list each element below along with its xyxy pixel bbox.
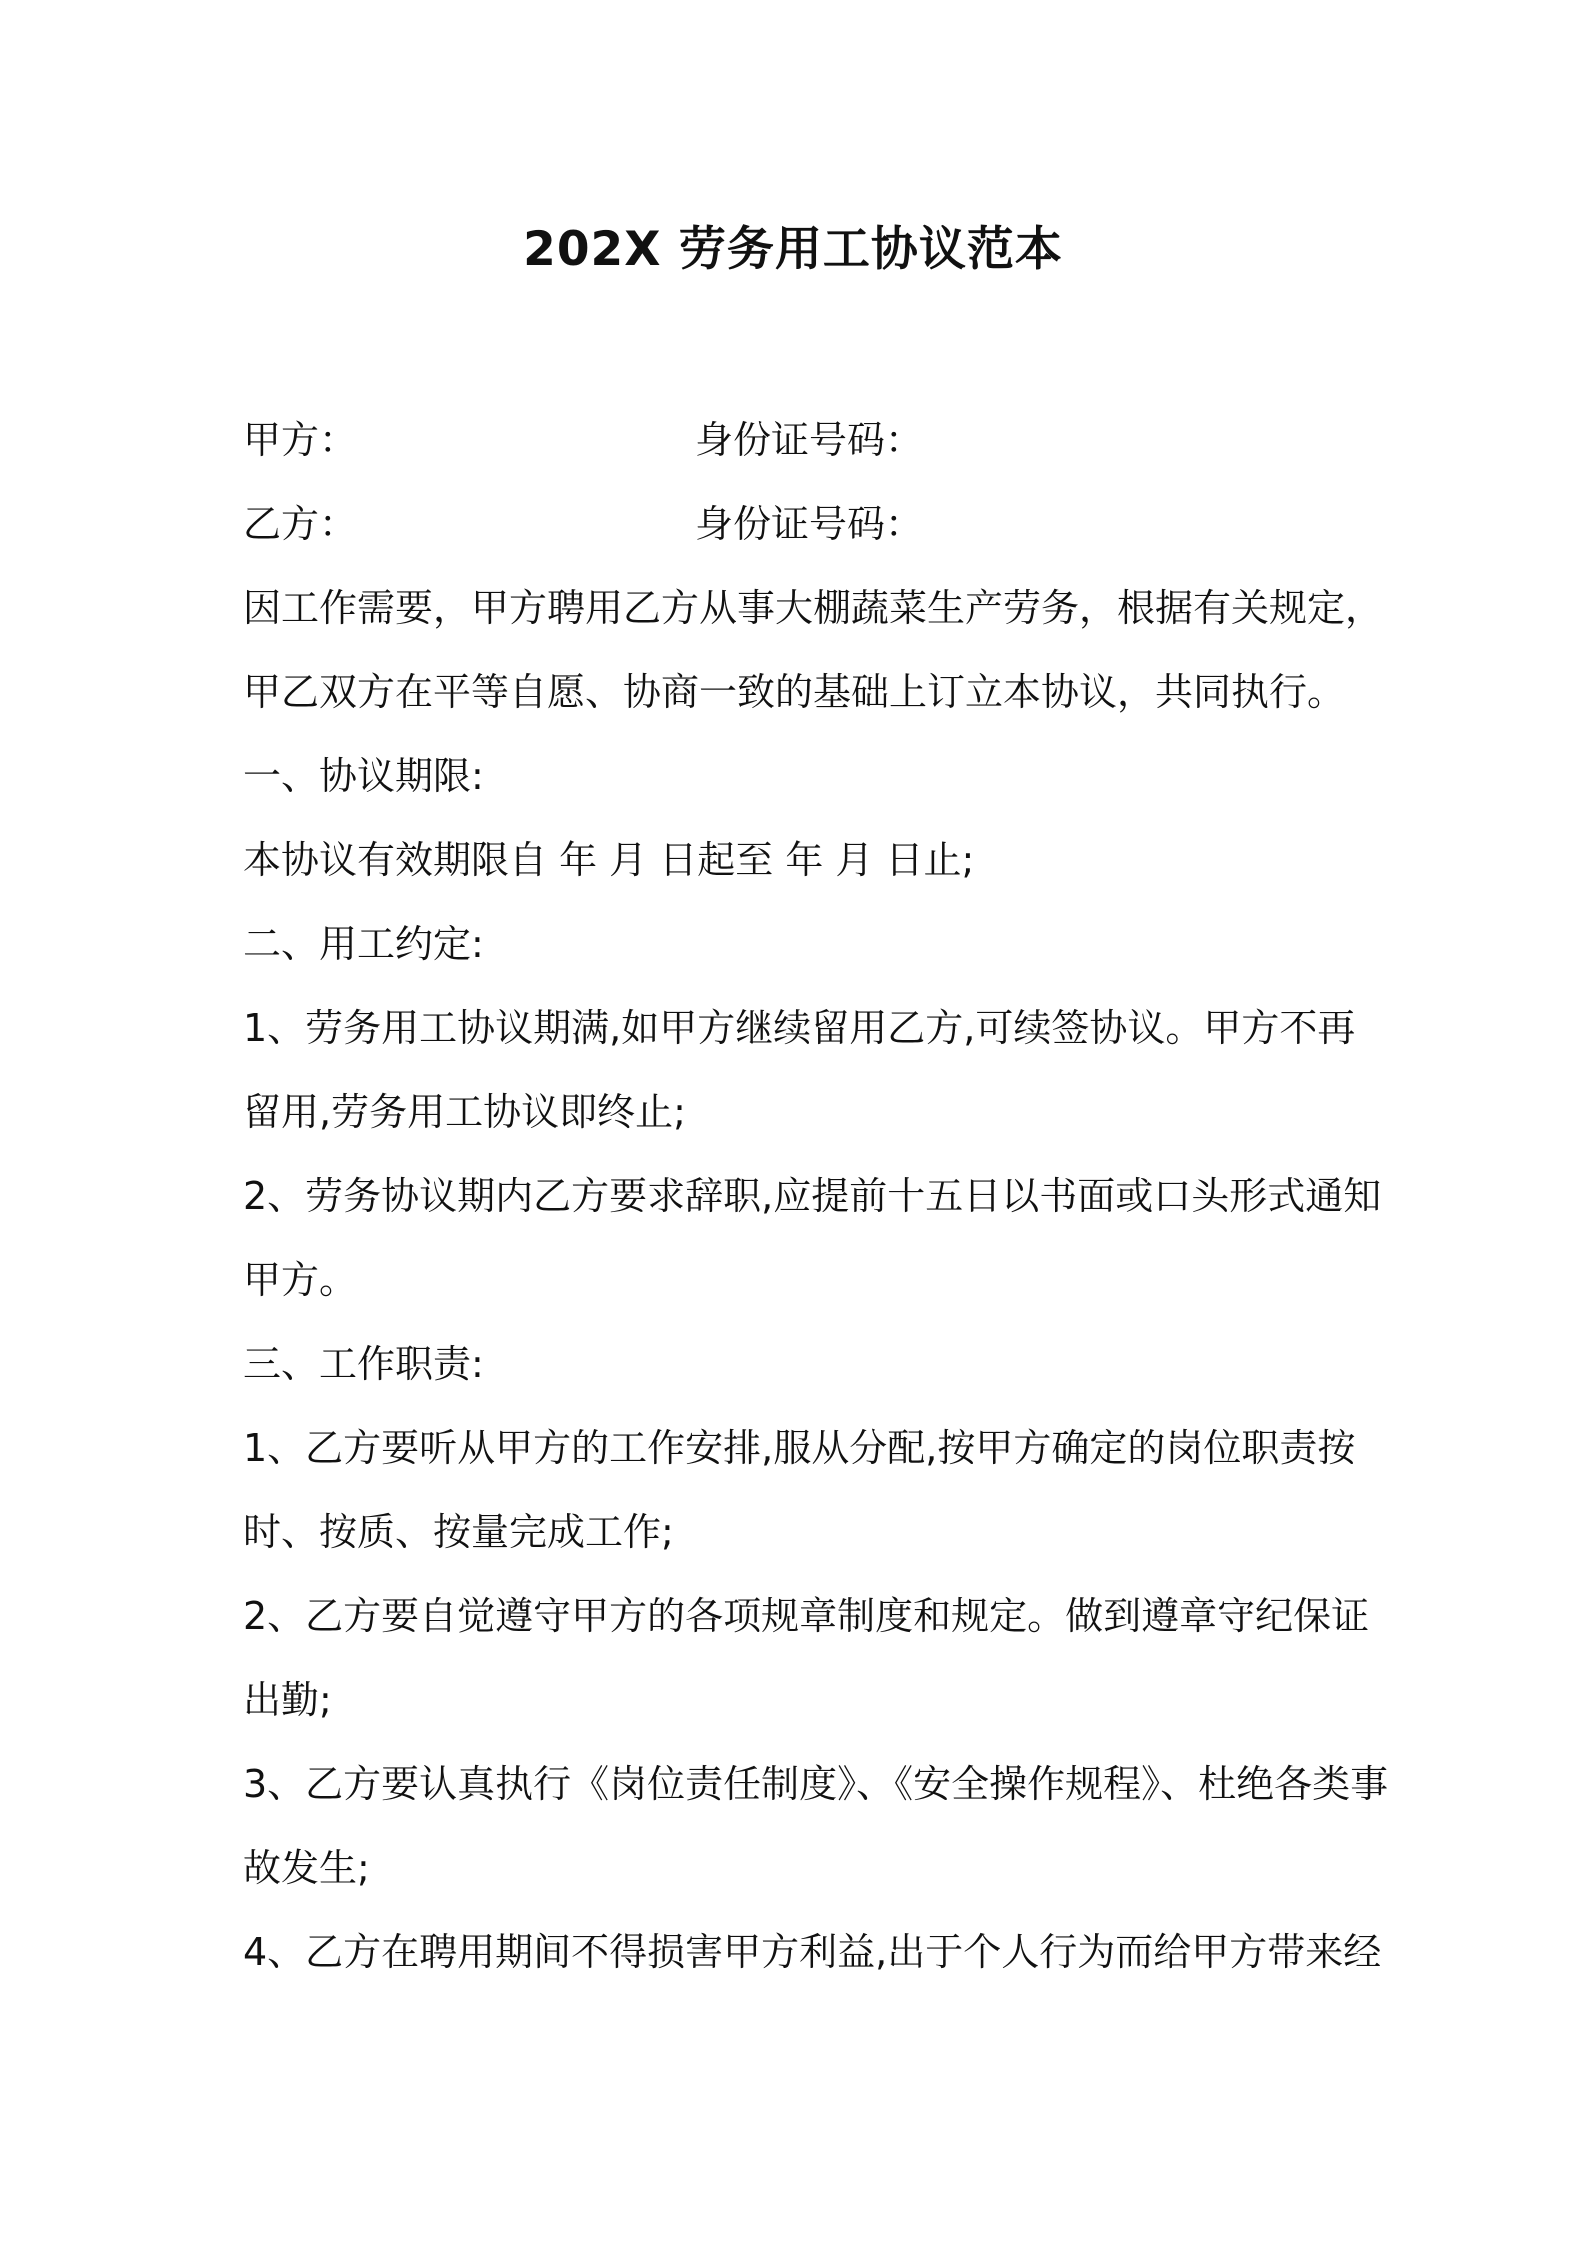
text-line: 甲方。	[243, 1258, 358, 1302]
text-line: 因工作需要，甲方聘用乙方从事大棚蔬菜生产劳务，根据有关规定，	[243, 586, 1384, 630]
document-body	[243, 398, 1389, 1994]
section-heading: 一、协议期限:	[243, 754, 484, 798]
text-line: 3、乙方要认真执行《岗位责任制度》、《安全操作规程》、杜绝各类事	[243, 1762, 1389, 1806]
text-line: 1、劳务用工协议期满,如甲方继续留用乙方,可续签协议。甲方不再	[243, 1006, 1356, 1050]
text-line: 留用,劳务用工协议即终止;	[243, 1090, 686, 1134]
document-title: 202X 劳务用工协议范本	[523, 222, 1063, 277]
party-b-row	[243, 482, 1363, 566]
text-line: 2、乙方要自觉遵守甲方的各项规章制度和规定。做到遵章守纪保证	[243, 1594, 1370, 1638]
text-line: 出勤;	[243, 1678, 332, 1722]
text-line: 本协议有效期限自 年 月 日起至 年 月 日止;	[243, 838, 975, 882]
text-line: 2、劳务协议期内乙方要求辞职,应提前十五日以书面或口头形式通知	[243, 1174, 1382, 1218]
text-line: 4、乙方在聘用期间不得损害甲方利益,出于个人行为而给甲方带来经	[243, 1930, 1382, 1974]
section-heading: 三、工作职责:	[243, 1342, 484, 1386]
party-b-id-label: 身份证号码：	[695, 502, 924, 546]
section-heading: 二、用工约定:	[243, 922, 484, 966]
text-line: 故发生;	[243, 1846, 370, 1890]
text-line: 时、按质、按量完成工作;	[243, 1510, 674, 1554]
party-a-row	[243, 398, 1363, 482]
party-a-id-label: 身份证号码：	[695, 418, 924, 462]
text-line: 甲乙双方在平等自愿、协商一致的基础上订立本协议，共同执行。	[243, 670, 1346, 714]
party-b-label: 乙方：	[243, 502, 358, 546]
party-a-label: 甲方：	[243, 418, 358, 462]
text-line: 1、乙方要听从甲方的工作安排,服从分配,按甲方确定的岗位职责按	[243, 1426, 1356, 1470]
